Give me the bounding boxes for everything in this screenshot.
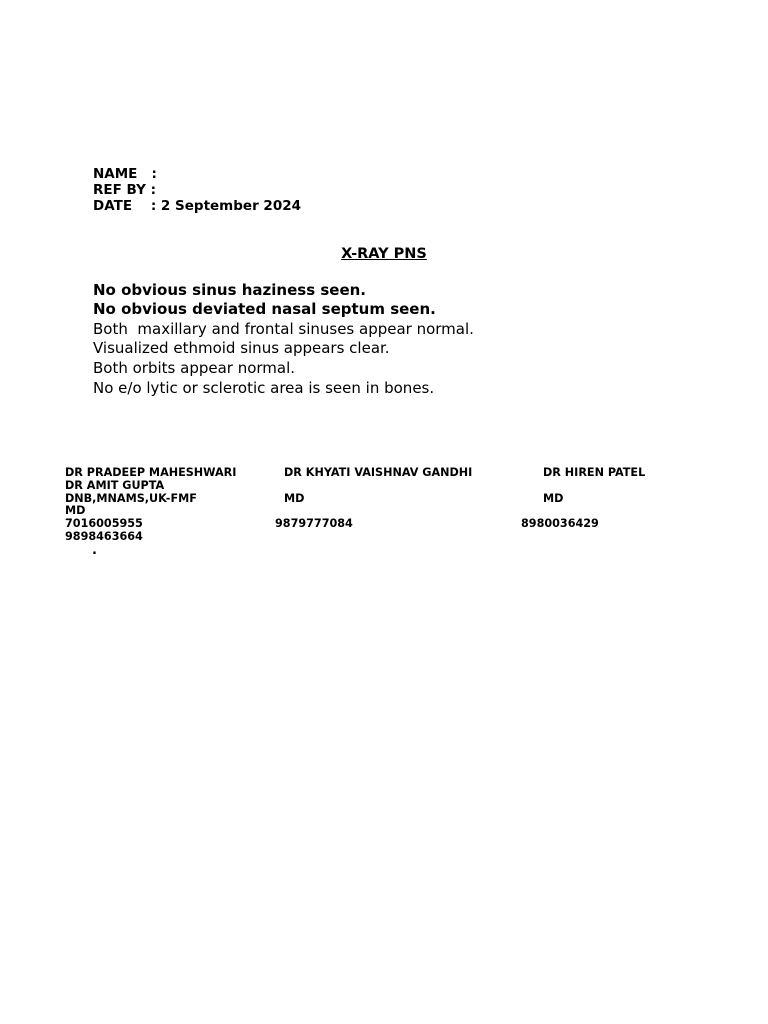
doctor-qualification: MD (284, 492, 305, 505)
doctor-name: DR AMIT GUPTA (65, 479, 165, 492)
doctor-name: DR KHYATI VAISHNAV GANDHI (284, 466, 473, 479)
doctor-name: DR HIREN PATEL (543, 466, 646, 479)
doctor-name: DR PRADEEP MAHESHWARI (65, 466, 237, 479)
doctor-phone: 8980036429 (521, 517, 599, 530)
finding-line: Both orbits appear normal. (93, 359, 296, 377)
doctor-phone: 7016005955 (65, 517, 143, 530)
doctor-qualification: DNB,MNAMS,UK-FMF (65, 492, 197, 505)
finding-line: Visualized ethmoid sinus appears clear. (93, 339, 390, 357)
finding-line: No obvious sinus haziness seen. (93, 281, 367, 299)
finding-line: Both maxillary and frontal sinuses appear normal. (93, 320, 474, 338)
doctor-qualification: MD (65, 504, 86, 517)
referred-by-label: REF BY : (93, 182, 156, 198)
doctor-qualification: MD (543, 492, 564, 505)
doctor-phone: 9879777084 (275, 517, 353, 530)
patient-name-label: NAME : (93, 166, 157, 182)
report-title: X-RAY PNS (341, 246, 427, 262)
finding-line: No obvious deviated nasal septum seen. (93, 300, 436, 318)
doctor-phone: 9898463664 (65, 530, 143, 543)
trailing-mark: . (92, 543, 97, 558)
report-date-label: DATE : 2 September 2024 (93, 198, 301, 214)
finding-line: No e/o lytic or sclerotic area is seen in bones. (93, 379, 435, 397)
